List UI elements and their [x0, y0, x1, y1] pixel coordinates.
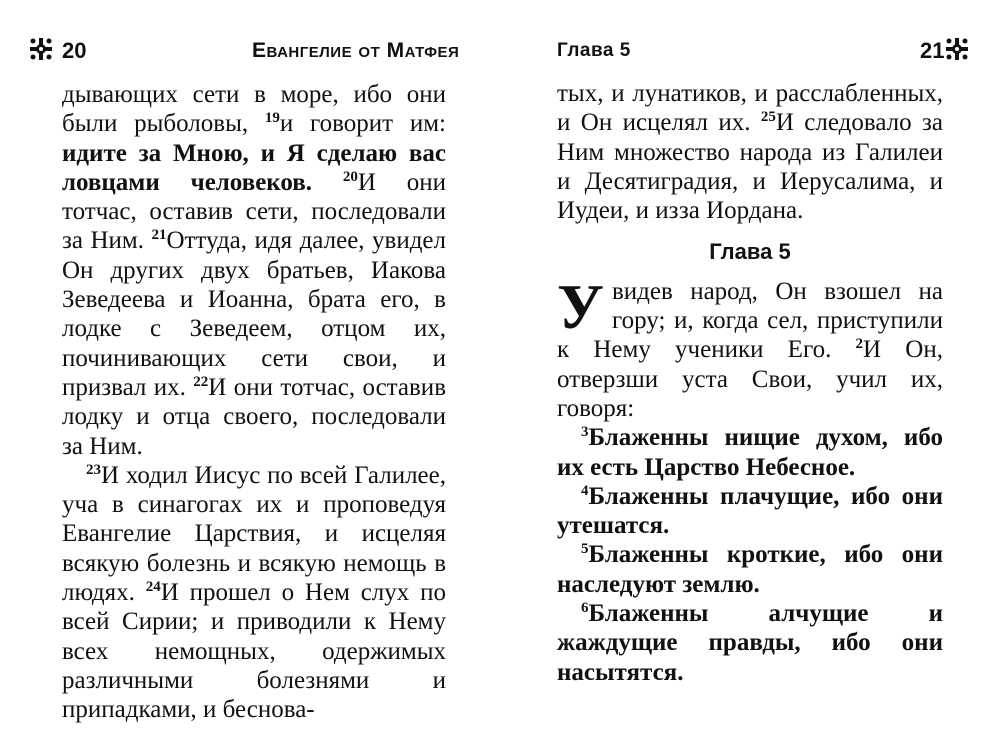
text-run: и говорит им: — [279, 110, 447, 138]
right-page-text — [557, 79, 943, 687]
beatitude — [557, 540, 943, 599]
right-page — [500, 0, 1000, 732]
paragraph — [62, 461, 446, 725]
text-run: тых, и лунатиков, и расслабленных, и Он исцелял их. — [557, 80, 943, 137]
verse-number: 20 — [342, 168, 358, 185]
verse-number: 4 — [581, 482, 589, 499]
verse-number: 23 — [86, 461, 101, 478]
verse-number: 22 — [193, 373, 209, 390]
chapter-title: Глава 5 — [709, 239, 791, 265]
text-run: видев народ, Он взошел на гору; и, когда сел, приступили к Нему ученики Его. — [557, 277, 943, 364]
verse-number: 25 — [760, 109, 776, 126]
page-number: 20 — [62, 38, 87, 63]
beatitude — [557, 423, 943, 482]
text-run: И следовало за Ним множество народа из Галилеи и Десятиградия, и Иерусалима, и Иудеи, и изза Иордана. — [557, 109, 943, 225]
text-run: Блаженны кроткие, ибо они наследуют землю. — [557, 541, 943, 598]
running-head: Глава 5 — [557, 40, 631, 61]
drop-cap: У — [557, 270, 604, 342]
text-run — [312, 169, 343, 196]
text-run: И они тотчас, оставив лодку и отца своего, последовали за Ним. — [62, 373, 446, 460]
beatitude — [557, 599, 943, 687]
beatitude — [557, 482, 943, 541]
paragraph — [557, 79, 943, 225]
verse-number: 6 — [581, 600, 589, 617]
verse-number: 2 — [855, 336, 864, 353]
verse-number: 21 — [151, 227, 167, 244]
text-run: дывающих сети в море, ибо они были рыболовы, — [62, 81, 446, 138]
chapter-intro — [557, 270, 943, 423]
text-run: И Он, отверзши уста Свои, учил их, говоря: — [557, 336, 943, 422]
verse-number: 24 — [145, 579, 161, 596]
text-run: Оттуда, идя далее, увидел Он других двух братьев, Иакова Зеведеева и Иоанна, брата его, в лодке с Зеведеем, отцом их, починивающих сети свои, и призвал их. — [62, 227, 446, 401]
fleuron-ornament-icon — [944, 36, 970, 62]
bold-quote: идите за Мною, и Я сделаю вас ловцами человеков. — [62, 139, 446, 196]
fleuron-ornament-icon — [28, 36, 54, 62]
running-head: Евангелие от Матфея — [252, 39, 460, 62]
text-run: И они тотчас, оставив сети, последовали за Ним. — [62, 168, 447, 255]
text-run: Блаженны нищие духом, ибо их есть Царство Небесное. — [557, 424, 943, 481]
paragraph — [62, 80, 446, 461]
text-run: И прошел о Нем слух по всей Сирии; и приводили к Нему всех немощных, одержимых различными болезнями и припадками, и беснова- — [62, 579, 446, 724]
text-run: И ходил Иисус по всей Галилее, уча в синагогах их и проповедуя Евангелие Царствия, и исцеляя всякую болезнь и всякую немощь в людях. — [62, 461, 446, 607]
text-run: Блаженны плачущие, ибо они утешатся. — [557, 482, 943, 540]
left-page-text — [62, 80, 446, 725]
page-number: 21 — [920, 38, 945, 63]
verse-number: 3 — [581, 424, 589, 441]
text-run: Блаженны алчущие и жаждущие правды, ибо они насытятся. — [557, 600, 943, 686]
verse-number: 5 — [581, 541, 589, 558]
verse-number: 19 — [264, 110, 280, 127]
